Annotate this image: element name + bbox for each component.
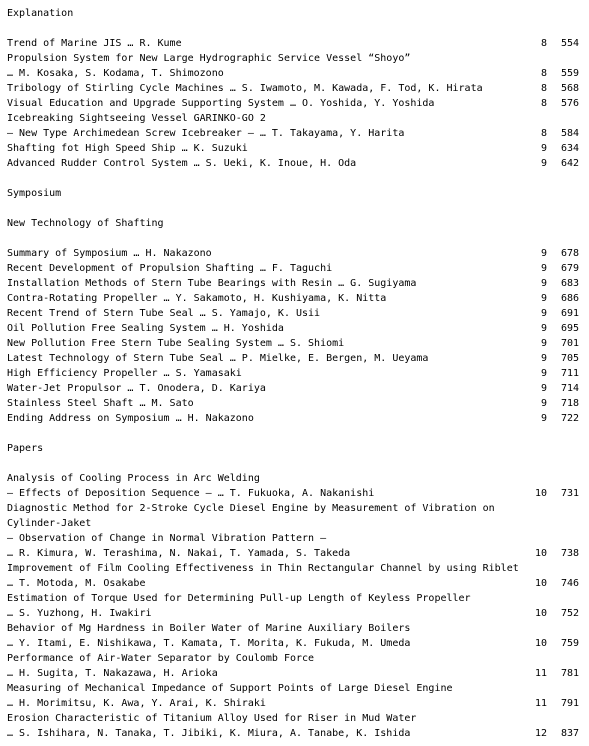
page-number: 584 [560, 128, 579, 139]
entry-text: Cylinder-Jaket [7, 518, 92, 529]
index-entry-line [7, 81, 579, 96]
entry-text: ― Effects of Deposition Sequence ― … T. Fukuoka, A. Nakanishi [7, 488, 375, 499]
index-entry-line [7, 726, 579, 741]
entry-text: Visual Education and Upgrade Supporting System … O. Yoshida, Y. Yoshida [7, 98, 435, 109]
volume-number: 9 [540, 143, 547, 154]
entry-text: Recent Development of Propulsion Shafting … F. Taguchi [7, 263, 333, 274]
index-entry-line [7, 36, 579, 51]
index-entry-line [7, 141, 579, 156]
index-entry-line [7, 696, 579, 711]
section-heading [7, 441, 579, 456]
section-heading-text: Papers [7, 443, 44, 454]
entry-text: Summary of Symposium … H. Nakazono [7, 248, 212, 259]
page-number: 746 [560, 578, 579, 589]
index-entry-line [7, 381, 579, 396]
volume-number: 10 [534, 608, 547, 619]
entry-text: Shafting fot High Speed Ship … K. Suzuki [7, 143, 248, 154]
page-number: 695 [560, 323, 579, 334]
entry-text: … T. Motoda, M. Osakabe [7, 578, 146, 589]
index-entry-line [7, 396, 579, 411]
section-heading-text: Explanation [7, 8, 74, 19]
page-number: 837 [560, 728, 579, 739]
index-entry-line [7, 576, 579, 591]
volume-number: 9 [540, 413, 547, 424]
index-entry-line [7, 681, 579, 696]
index-entry-line [7, 471, 579, 486]
page-number: 576 [560, 98, 579, 109]
index-entry-line [7, 336, 579, 351]
volume-number: 9 [540, 353, 547, 364]
page-number: 678 [560, 248, 579, 259]
volume-number: 10 [534, 488, 547, 499]
page-number: 691 [560, 308, 579, 319]
blank-line [7, 426, 579, 441]
index-entry-line [7, 351, 579, 366]
page-number: 711 [560, 368, 579, 379]
entry-text: Icebreaking Sightseeing Vessel GARINKO-GO 2 [7, 113, 266, 124]
index-entry-line [7, 666, 579, 681]
entry-text: … M. Kosaka, S. Kodama, T. Shimozono [7, 68, 224, 79]
index-entry-line [7, 411, 579, 426]
entry-text: Latest Technology of Stern Tube Seal … P. Mielke, E. Bergen, M. Ueyama [7, 353, 429, 364]
page-number: 752 [560, 608, 579, 619]
entry-text: Estimation of Torque Used for Determining Pull-up Length of Keyless Propeller [7, 593, 471, 604]
index-entry-line [7, 156, 579, 171]
volume-number: 9 [540, 248, 547, 259]
blank-line [7, 231, 579, 246]
volume-number: 9 [540, 293, 547, 304]
blank-line [7, 21, 579, 36]
volume-number: 12 [534, 728, 547, 739]
index-entry-line [7, 561, 579, 576]
entry-text: … Y. Itami, E. Nishikawa, T. Kamata, T. Morita, K. Fukuda, M. Umeda [7, 638, 411, 649]
index-entry-line [7, 501, 579, 516]
volume-number: 9 [540, 368, 547, 379]
entry-text: Diagnostic Method for 2-Stroke Cycle Diesel Engine by Measurement of Vibration on [7, 503, 495, 514]
entry-text: ― Observation of Change in Normal Vibration Pattern ― [7, 533, 327, 544]
page-number: 683 [560, 278, 579, 289]
blank-line [7, 456, 579, 471]
entry-text: Installation Methods of Stern Tube Bearings with Resin … G. Sugiyama [7, 278, 417, 289]
index-entry-line [7, 321, 579, 336]
volume-number: 8 [540, 98, 547, 109]
entry-text: Tribology of Stirling Cycle Machines … S. Iwamoto, M. Kawada, F. Tod, K. Hirata [7, 83, 483, 94]
volume-number: 9 [540, 338, 547, 349]
volume-number: 9 [540, 278, 547, 289]
page-number: 731 [560, 488, 579, 499]
index-entry-line [7, 546, 579, 561]
section-heading [7, 216, 579, 231]
index-entry-line [7, 291, 579, 306]
volume-number: 11 [534, 668, 547, 679]
index-entry-line [7, 126, 579, 141]
entry-text: Propulsion System for New Large Hydrographic Service Vessel “Shoyo” [7, 53, 411, 64]
entry-text: Analysis of Cooling Process in Arc Welding [7, 473, 260, 484]
volume-number: 10 [534, 548, 547, 559]
entry-text: Recent Trend of Stern Tube Seal … S. Yamajo, K. Usii [7, 308, 321, 319]
page-number: 722 [560, 413, 579, 424]
entry-text: Advanced Rudder Control System … S. Ueki, K. Inoue, H. Oda [7, 158, 357, 169]
volume-number: 9 [540, 383, 547, 394]
volume-number: 9 [540, 263, 547, 274]
entry-text: Performance of Air-Water Separator by Coulomb Force [7, 653, 315, 664]
page-number: 738 [560, 548, 579, 559]
entry-text: … S. Yuzhong, H. Iwakiri [7, 608, 152, 619]
page-number: 791 [560, 698, 579, 709]
volume-number: 11 [534, 698, 547, 709]
entry-text: … R. Kimura, W. Terashima, N. Nakai, T. Yamada, S. Takeda [7, 548, 351, 559]
page-number: 634 [560, 143, 579, 154]
index-entry-line [7, 366, 579, 381]
index-entry-line [7, 606, 579, 621]
section-heading-text: Symposium [7, 188, 62, 199]
page-number: 568 [560, 83, 579, 94]
volume-number: 8 [540, 68, 547, 79]
entry-text: High Efficiency Propeller … S. Yamasaki [7, 368, 242, 379]
index-entry-line [7, 486, 579, 501]
entry-text: ― New Type Archimedean Screw Icebreaker ― … T. Takayama, Y. Harita [7, 128, 405, 139]
section-heading [7, 6, 579, 21]
index-entry-line [7, 51, 579, 66]
entry-text: Water-Jet Propulsor … T. Onodera, D. Kariya [7, 383, 266, 394]
entry-text: Behavior of Mg Hardness in Boiler Water of Marine Auxiliary Boilers [7, 623, 411, 634]
page-number: 642 [560, 158, 579, 169]
volume-number: 9 [540, 323, 547, 334]
entry-text: New Pollution Free Stern Tube Sealing System … S. Shiomi [7, 338, 345, 349]
page-number: 679 [560, 263, 579, 274]
index-entry-line [7, 276, 579, 291]
blank-line [7, 171, 579, 186]
index-entry-line [7, 246, 579, 261]
entry-text: … S. Ishihara, N. Tanaka, T. Jibiki, K. Miura, A. Tanabe, K. Ishida [7, 728, 411, 739]
index-entry-line [7, 531, 579, 546]
section-heading-text: New Technology of Shafting [7, 218, 164, 229]
index-entry-line [7, 591, 579, 606]
volume-number: 8 [540, 83, 547, 94]
entry-text: Measuring of Mechanical Impedance of Support Points of Large Diesel Engine [7, 683, 453, 694]
page-number: 559 [560, 68, 579, 79]
entry-text: Ending Address on Symposium … H. Nakazono [7, 413, 254, 424]
entry-text: Contra-Rotating Propeller … Y. Sakamoto, H. Kushiyama, K. Nitta [7, 293, 387, 304]
entry-text: Trend of Marine JIS … R. Kume [7, 38, 182, 49]
index-entry-line [7, 306, 579, 321]
page-number: 759 [560, 638, 579, 649]
entry-text: … H. Sugita, T. Nakazawa, H. Arioka [7, 668, 218, 679]
page-number: 781 [560, 668, 579, 679]
page-number: 686 [560, 293, 579, 304]
index-entry-line [7, 261, 579, 276]
page-number: 714 [560, 383, 579, 394]
volume-number: 10 [534, 578, 547, 589]
page-number: 705 [560, 353, 579, 364]
entry-text: Oil Pollution Free Sealing System … H. Yoshida [7, 323, 284, 334]
volume-number: 8 [540, 128, 547, 139]
entry-text: Stainless Steel Shaft … M. Sato [7, 398, 194, 409]
volume-number: 8 [540, 38, 547, 49]
index-entry-line [7, 621, 579, 636]
index-entry-line [7, 66, 579, 81]
index-entry-line [7, 636, 579, 651]
index-entry-line [7, 516, 579, 531]
index-entry-line [7, 651, 579, 666]
index-entry-line [7, 711, 579, 726]
index-entry-line [7, 111, 579, 126]
volume-number: 9 [540, 158, 547, 169]
entry-text: … H. Morimitsu, K. Awa, Y. Arai, K. Shiraki [7, 698, 266, 709]
index-entry-line [7, 96, 579, 111]
page-number: 718 [560, 398, 579, 409]
entry-text: Erosion Characteristic of Titanium Alloy Used for Riser in Mud Water [7, 713, 417, 724]
blank-line [7, 201, 579, 216]
volume-number: 9 [540, 398, 547, 409]
volume-number: 9 [540, 308, 547, 319]
section-heading [7, 186, 579, 201]
volume-number: 10 [534, 638, 547, 649]
page-number: 701 [560, 338, 579, 349]
page-number: 554 [560, 38, 579, 49]
entry-text: Improvement of Film Cooling Effectiveness in Thin Rectangular Channel by using Riblet [7, 563, 519, 574]
